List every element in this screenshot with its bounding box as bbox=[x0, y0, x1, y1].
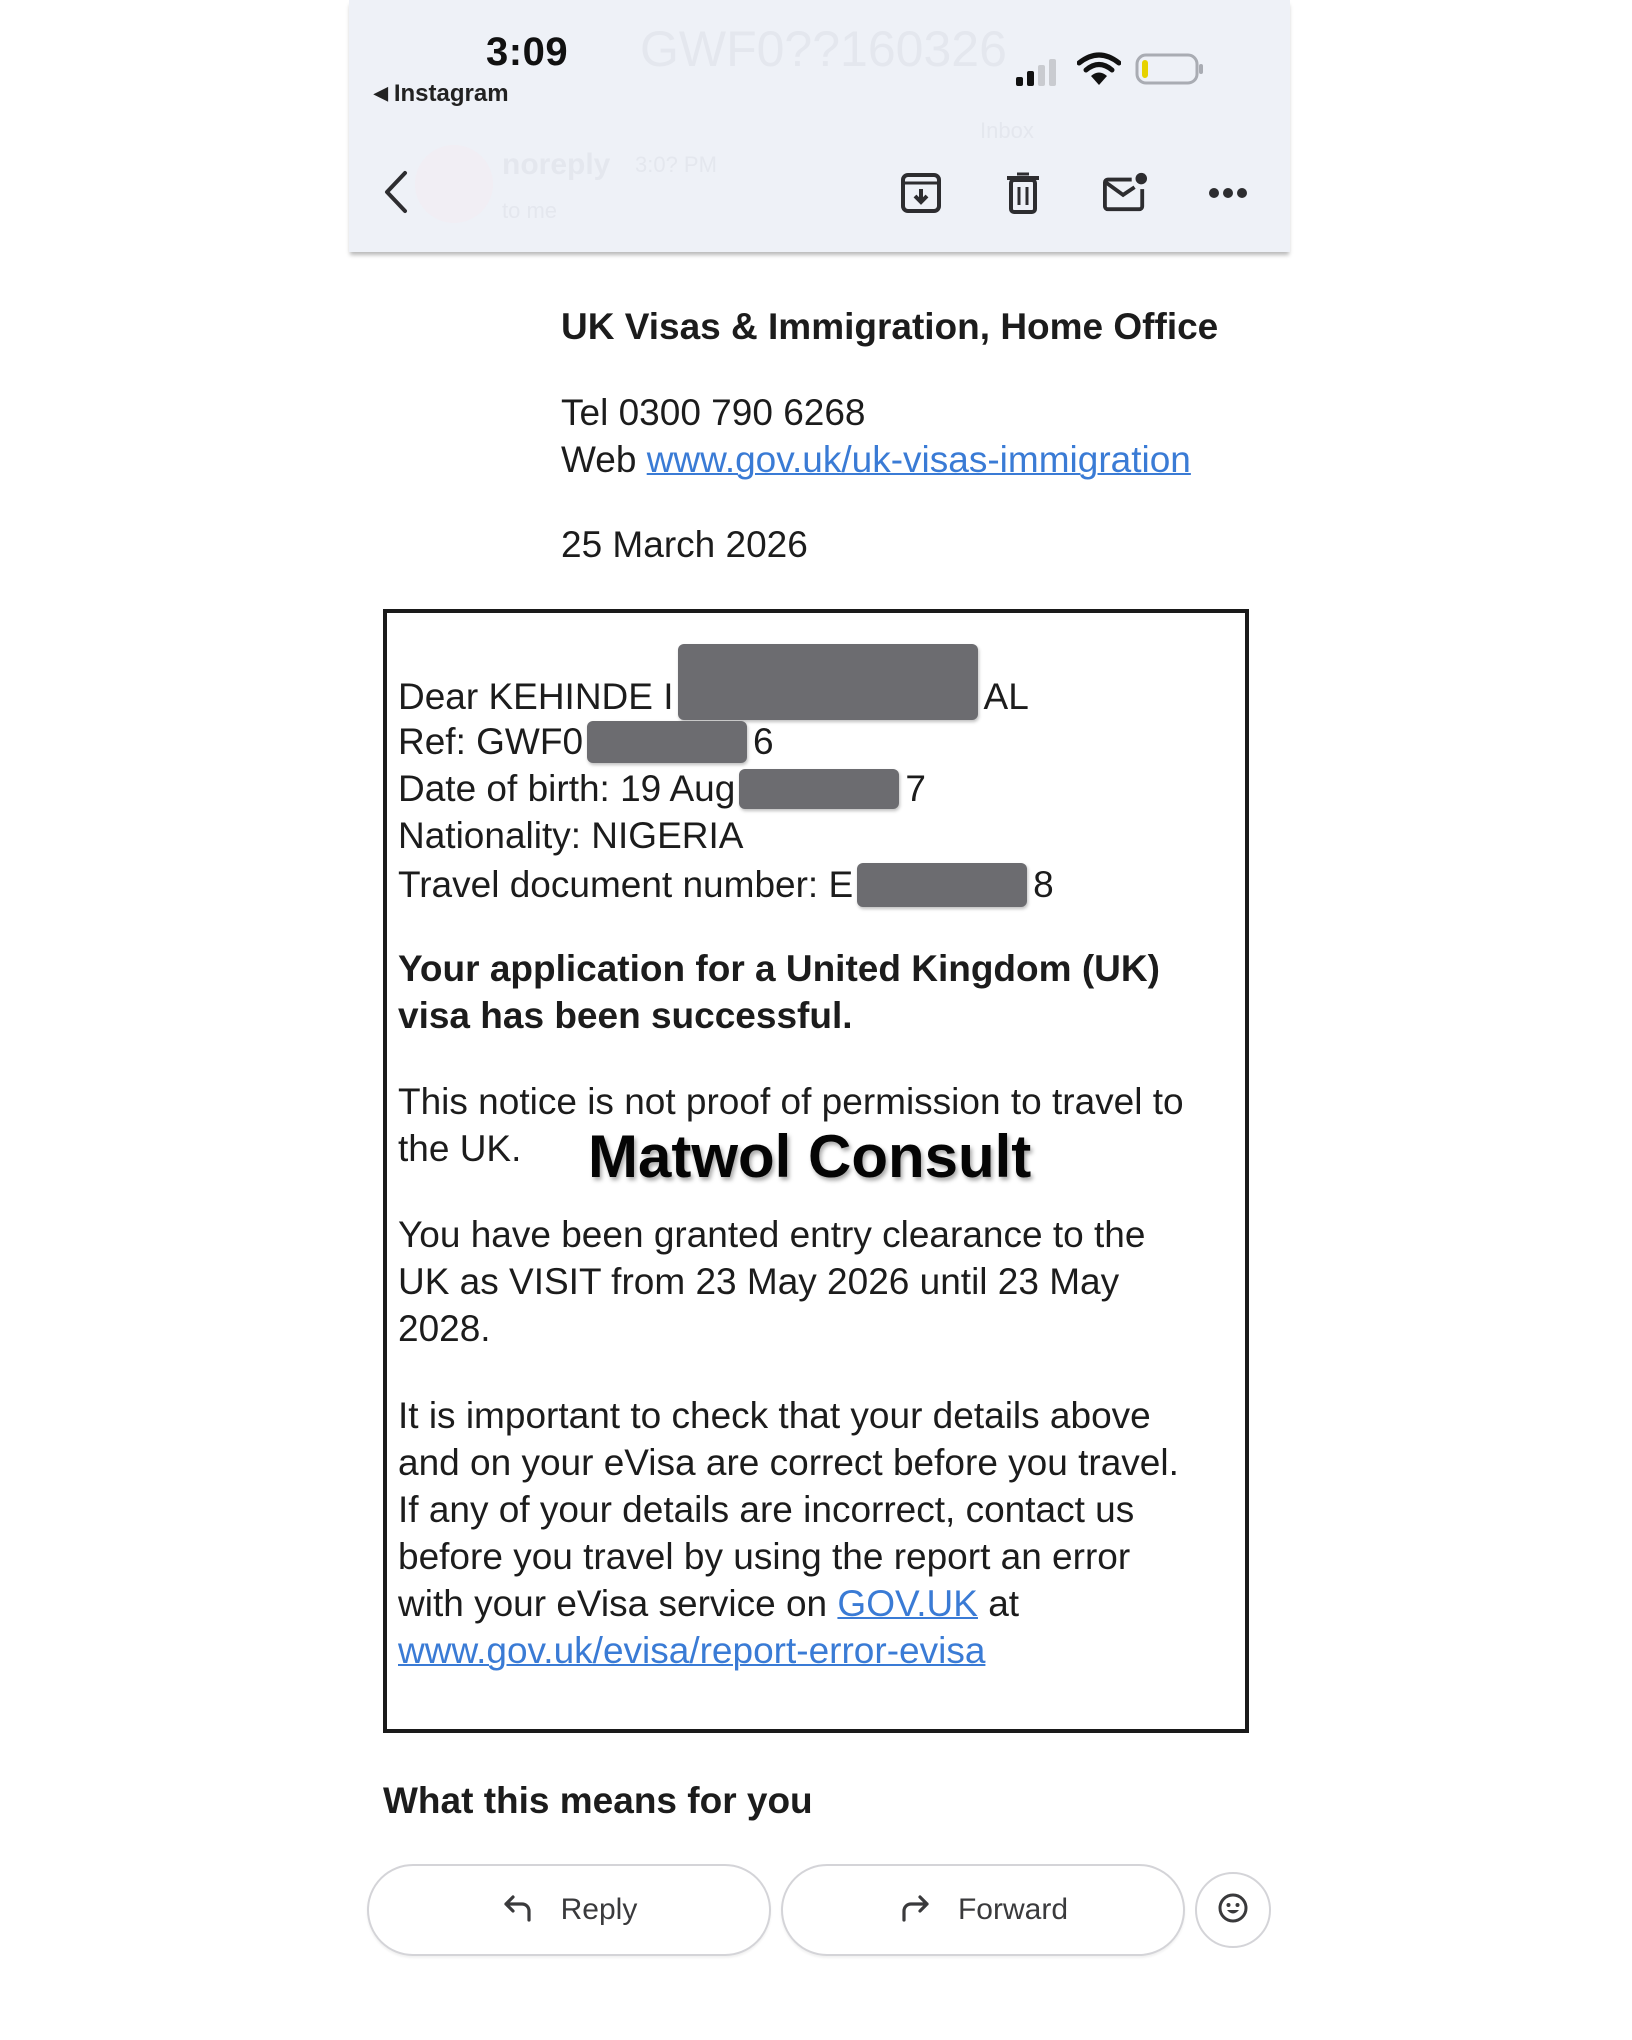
back-chevron-icon[interactable] bbox=[374, 170, 418, 214]
battery-icon bbox=[1135, 52, 1205, 86]
ref-line bbox=[398, 721, 774, 763]
web-line bbox=[561, 439, 1191, 481]
important-line-5 bbox=[398, 1583, 1019, 1625]
trash-icon[interactable] bbox=[1001, 171, 1045, 215]
forward-button[interactable] bbox=[781, 1864, 1185, 1956]
emoji-reaction-button[interactable] bbox=[1195, 1872, 1271, 1948]
ref-suffix: 6 bbox=[753, 721, 774, 762]
name-redaction bbox=[678, 644, 978, 720]
important-line-3: If any of your details are incorrect, contact us bbox=[398, 1489, 1135, 1530]
status-time: 3:09 bbox=[486, 30, 569, 74]
watermark-text: Matwol Consult bbox=[588, 1123, 1032, 1190]
forward-arrow-icon bbox=[898, 1893, 932, 1928]
dear-prefix: Dear KEHINDE I bbox=[398, 676, 674, 717]
success-line-1: Your application for a United Kingdom (UK) bbox=[398, 948, 1160, 989]
smiley-icon bbox=[1217, 1892, 1249, 1929]
important-line-1: It is important to check that your details above bbox=[398, 1395, 1151, 1436]
ghost-sent-time: 3:0? PM bbox=[635, 152, 717, 177]
ghost-subject: GWF0??160326 bbox=[640, 21, 1007, 77]
tel-label: Tel bbox=[561, 392, 609, 433]
success-line-2: visa has been successful. bbox=[398, 995, 853, 1036]
travel-suffix: 8 bbox=[1033, 864, 1054, 905]
back-app-label: Instagram bbox=[393, 80, 509, 107]
dob-suffix: 7 bbox=[905, 768, 926, 809]
notice-line-2: the UK. bbox=[398, 1128, 522, 1169]
back-triangle-icon: ◀ bbox=[374, 83, 388, 103]
important-line-4: before you travel by using the report an error bbox=[398, 1536, 1131, 1577]
dob-line bbox=[398, 768, 926, 810]
important-line-5-prefix: with your eVisa service on bbox=[398, 1583, 828, 1624]
granted-line-1: You have been granted entry clearance to the bbox=[398, 1214, 1146, 1255]
forward-label: Forward bbox=[957, 1893, 1069, 1926]
dear-suffix: AL bbox=[983, 676, 1029, 717]
nationality-line: Nationality: NIGERIA bbox=[398, 815, 744, 856]
mark-unread-icon[interactable] bbox=[1103, 170, 1147, 214]
ghost-folder: Inbox bbox=[980, 118, 1034, 143]
org-name: UK Visas & Immigration, Home Office bbox=[561, 306, 1219, 347]
tel-number[interactable]: 0300 790 6268 bbox=[618, 392, 866, 433]
web-link[interactable]: www.gov.uk/uk-visas-immigration bbox=[646, 439, 1191, 480]
section-heading: What this means for you bbox=[383, 1780, 813, 1821]
web-label: Web bbox=[561, 439, 637, 480]
dob-prefix: Date of birth: 19 Aug bbox=[398, 768, 736, 809]
important-line-5-suffix: at bbox=[988, 1583, 1020, 1624]
sender-avatar[interactable] bbox=[415, 145, 493, 223]
travel-prefix: Travel document number: E bbox=[398, 864, 854, 905]
ref-redaction bbox=[587, 721, 747, 763]
ref-prefix: Ref: GWF0 bbox=[398, 721, 584, 762]
reply-button[interactable] bbox=[367, 1864, 771, 1956]
back-to-app-link[interactable] bbox=[374, 80, 509, 108]
dob-redaction bbox=[739, 769, 899, 809]
letter-date: 25 March 2026 bbox=[561, 524, 808, 565]
ghost-sender: noreply bbox=[502, 148, 611, 181]
granted-line-2: UK as VISIT from 23 May 2026 until 23 May bbox=[398, 1261, 1120, 1302]
gov-uk-link[interactable]: GOV.UK bbox=[837, 1583, 978, 1624]
reply-label: Reply bbox=[560, 1893, 638, 1926]
dear-line bbox=[398, 674, 1029, 720]
travel-doc-line bbox=[398, 863, 1054, 907]
more-icon[interactable] bbox=[1206, 171, 1250, 215]
wifi-icon bbox=[1077, 52, 1121, 86]
important-line-2: and on your eVisa are correct before you travel. bbox=[398, 1442, 1179, 1483]
report-error-link[interactable]: www.gov.uk/evisa/report-error-evisa bbox=[398, 1630, 986, 1671]
reply-arrow-icon bbox=[501, 1893, 535, 1928]
ghost-recipient: to me bbox=[502, 198, 558, 223]
travel-doc-redaction bbox=[857, 863, 1027, 907]
archive-icon[interactable] bbox=[899, 171, 943, 215]
tel-line bbox=[561, 392, 866, 434]
granted-line-3: 2028. bbox=[398, 1308, 491, 1349]
signal-icon bbox=[1015, 58, 1061, 86]
notice-line-1: This notice is not proof of permission to travel to bbox=[398, 1081, 1184, 1122]
